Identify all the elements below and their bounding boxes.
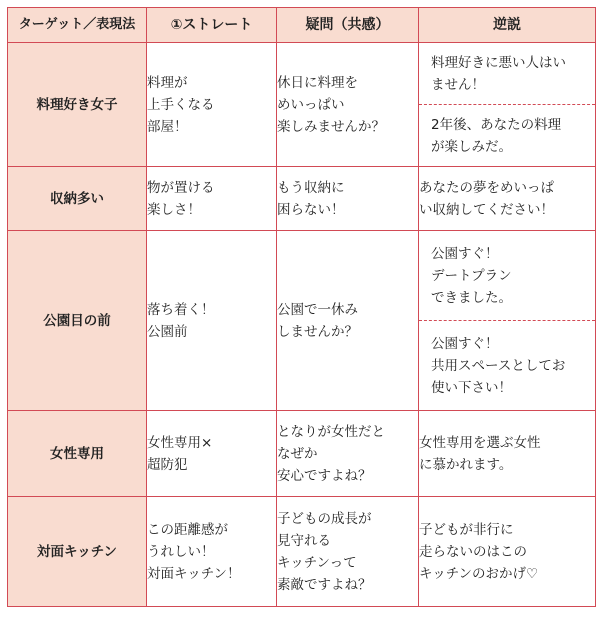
paradox-cell (419, 167, 596, 231)
table-row (8, 167, 596, 231)
straight-cell (147, 231, 277, 411)
paradox-item (419, 320, 595, 410)
straight-cell (147, 43, 277, 167)
table-row (8, 497, 596, 607)
cell-line: 上手くなる (147, 96, 215, 113)
row-label: 収納多い (8, 167, 147, 231)
question-cell (277, 497, 419, 607)
cell-line: 落ち着く！ (147, 301, 215, 318)
cell-line: 公園すぐ！ (431, 335, 499, 352)
cell-line: めいっぱい (277, 96, 345, 113)
header-question: 疑問（共感） (277, 8, 419, 43)
cell-line: 部屋！ (147, 118, 188, 135)
cell-line: ません！ (431, 76, 485, 93)
cell-line: なぜか (277, 445, 318, 462)
header-target: ターゲット／表現法 (8, 8, 147, 43)
cell-line: うれしい！ (147, 543, 215, 560)
row-label: 公園目の前 (8, 231, 147, 411)
question-cell (277, 231, 419, 411)
cell-line: 女性専用を選ぶ女性 (419, 434, 541, 451)
question-cell (277, 43, 419, 167)
cell-line: 楽しさ！ (147, 201, 201, 218)
cell-line: に慕かれます。 (419, 456, 513, 473)
header-paradox: 逆説 (419, 8, 596, 43)
straight-cell (147, 497, 277, 607)
header-straight: ①ストレート (147, 8, 277, 43)
cell-line: 公園前 (147, 323, 188, 340)
cell-line: 2年後、あなたの料理 (431, 116, 562, 133)
expression-table (7, 7, 596, 607)
cell-line: この距離感が (147, 521, 228, 538)
cell-line: 子どもが非行に (419, 521, 514, 538)
cell-line: 安心ですよね？ (277, 467, 372, 484)
row-label: 女性専用 (8, 411, 147, 497)
cell-line: デートプラン (431, 267, 512, 284)
cell-line: 公園で一休み (277, 301, 358, 318)
cell-line: 女性専用× (147, 434, 213, 451)
paradox-item (419, 43, 595, 104)
straight-cell (147, 411, 277, 497)
cell-line: 共用スペースとしてお (431, 357, 566, 374)
table-row (8, 411, 596, 497)
paradox-stack (419, 43, 595, 166)
straight-cell (147, 167, 277, 231)
question-cell (277, 411, 419, 497)
cell-line: 素敵ですよね？ (277, 576, 372, 593)
table-row (8, 231, 596, 411)
paradox-cell (419, 43, 596, 167)
row-label: 料理好き女子 (8, 43, 147, 167)
cell-line: もう収納に (277, 179, 345, 196)
row-label: 対面キッチン (8, 497, 147, 607)
cell-line: となりが女性だと (277, 423, 385, 440)
cell-line: キッチンって (277, 554, 357, 571)
cell-line: 物が置ける (147, 179, 215, 196)
cell-line: できました。 (431, 289, 512, 306)
paradox-item (419, 231, 595, 320)
cell-line: 休日に料理を (277, 74, 358, 91)
cell-line: 公園すぐ！ (431, 245, 499, 262)
cell-line: 対面キッチン！ (147, 565, 241, 582)
cell-line: が楽しみだ。 (431, 138, 512, 155)
cell-line: 見守れる (277, 532, 331, 549)
cell-line: 使い下さい！ (431, 379, 512, 396)
header-row (8, 8, 596, 43)
cell-line: あなたの夢をめいっぱ (419, 179, 554, 196)
paradox-item (419, 104, 595, 166)
cell-line: 超防犯 (147, 456, 188, 473)
paradox-cell (419, 497, 596, 607)
cell-line: キッチンのおかげ♡ (419, 565, 539, 582)
paradox-cell (419, 411, 596, 497)
cell-line: 料理好きに悪い人はい (431, 54, 566, 71)
cell-line: しませんか？ (277, 323, 358, 340)
paradox-stack (419, 231, 595, 410)
paradox-cell (419, 231, 596, 411)
question-cell (277, 167, 419, 231)
cell-line: 子どもの成長が (277, 510, 372, 527)
cell-line: 走らないのはこの (419, 543, 527, 560)
cell-line: 困らない！ (277, 201, 345, 218)
cell-line: い収納してください！ (419, 201, 554, 218)
table-row (8, 43, 596, 167)
cell-line: 料理が (147, 74, 188, 91)
cell-line: 楽しみませんか？ (277, 118, 385, 135)
